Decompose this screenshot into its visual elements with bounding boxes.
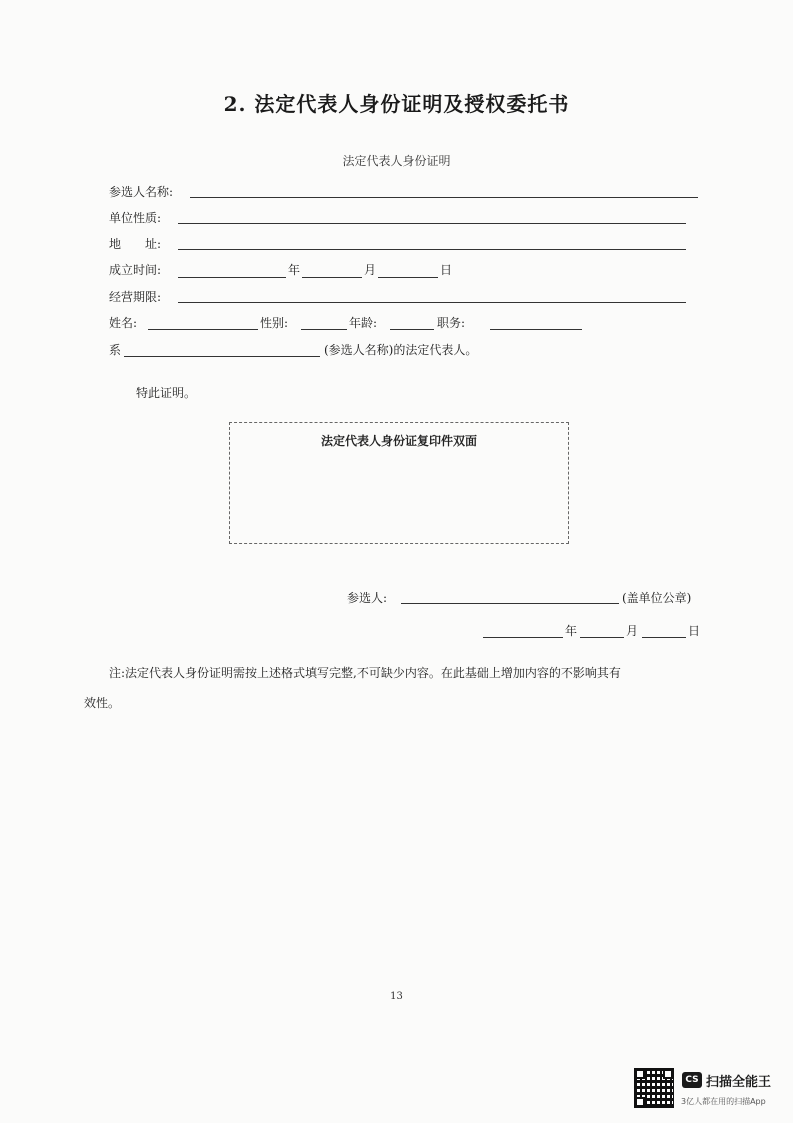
camscanner-logo-icon: CS — [682, 1072, 702, 1088]
relation-suffix: (参选人名称)的法定代表人。 — [324, 343, 478, 357]
sign-year-text: 年 — [565, 624, 578, 638]
certify-text: 特此证明。 — [136, 386, 197, 400]
established-day-line[interactable] — [378, 276, 438, 278]
established-day-text: 日 — [440, 263, 453, 277]
note-line-2: 效性。 — [84, 696, 121, 710]
name-label: 姓名: — [109, 316, 138, 330]
unit-nature-line[interactable] — [178, 222, 686, 224]
name-line[interactable] — [148, 328, 258, 330]
scanner-slogan: 3亿人都在用的扫描App — [681, 1097, 766, 1106]
relation-prefix: 系 — [109, 343, 122, 357]
page-number: 13 — [390, 991, 403, 1002]
address-line[interactable] — [178, 248, 686, 250]
unit-nature-label: 单位性质: — [109, 211, 162, 225]
bidder-name-line[interactable] — [190, 196, 698, 198]
established-year-text: 年 — [288, 263, 301, 277]
age-label: 年龄: — [349, 316, 378, 330]
relation-line[interactable] — [124, 355, 320, 357]
scanner-app-name: 扫描全能王 — [706, 1075, 772, 1090]
established-month-text: 月 — [364, 263, 377, 277]
sign-day-line[interactable] — [642, 636, 686, 638]
established-month-line[interactable] — [302, 276, 362, 278]
business-term-line[interactable] — [178, 301, 686, 303]
gender-line[interactable] — [301, 328, 347, 330]
position-line[interactable] — [490, 328, 582, 330]
note-line-1: 注:法定代表人身份证明需按上述格式填写完整,不可缺少内容。在此基础上增加内容的不影响其有 — [109, 666, 621, 680]
age-line[interactable] — [390, 328, 434, 330]
sign-year-line[interactable] — [483, 636, 563, 638]
gender-label: 性别: — [260, 316, 289, 330]
established-label: 成立时间: — [109, 263, 162, 277]
signature-bidder-label: 参选人: — [347, 591, 388, 605]
sign-day-text: 日 — [688, 624, 701, 638]
address-label: 地 址: — [109, 237, 162, 251]
sign-month-text: 月 — [626, 624, 639, 638]
sign-month-line[interactable] — [580, 636, 624, 638]
position-label: 职务: — [437, 316, 466, 330]
id-copy-box-title: 法定代表人身份证复印件双面 — [320, 434, 477, 448]
qr-code-icon — [634, 1068, 674, 1108]
bidder-name-label: 参选人名称: — [109, 185, 174, 199]
signature-bidder-line[interactable] — [401, 602, 619, 604]
seal-note: (盖单位公章) — [622, 591, 692, 605]
established-year-line[interactable] — [178, 276, 286, 278]
document-title: 2. 法定代表人身份证明及授权委托书 — [223, 92, 570, 116]
section-subtitle: 法定代表人身份证明 — [342, 154, 451, 168]
business-term-label: 经营期限: — [109, 290, 162, 304]
